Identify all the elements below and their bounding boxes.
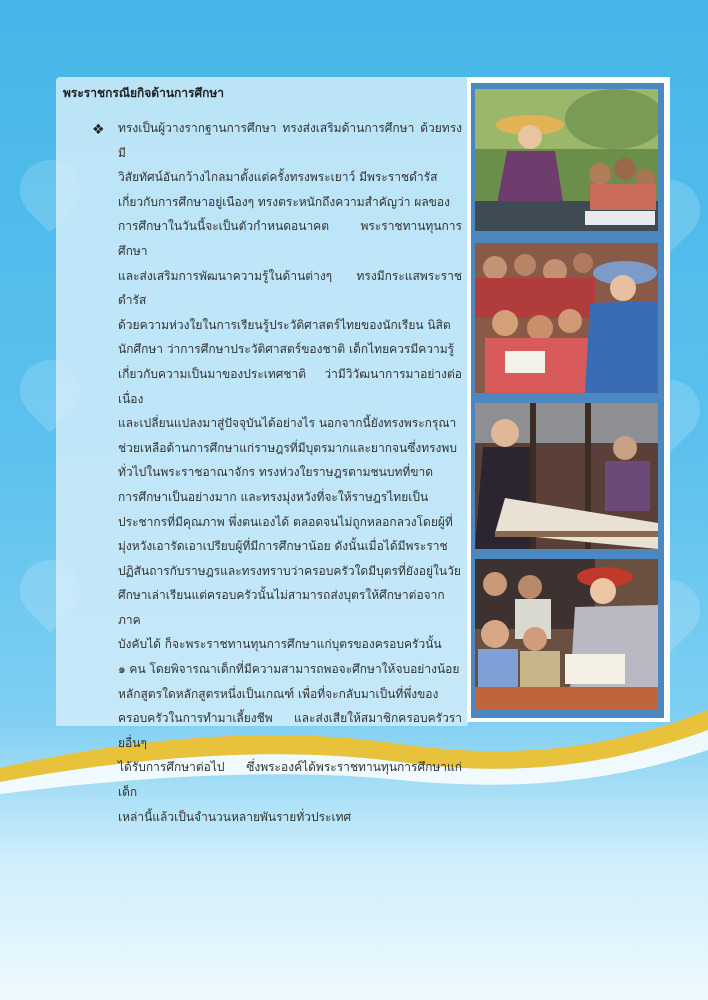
text-line: เหล่านี้แล้วเป็นจำนวนหลายพันรายทั่วประเทศ <box>118 809 352 824</box>
text-line: ด้วยความห่วงใยในการเรียนรู้ประวัติศาสตร์ไทยของนักเรียน นิสิต <box>118 317 451 332</box>
text-line: และเปลี่ยนแปลงมาสู่ปัจจุบันได้อย่างไร นอกจากนี้ยังทรงพระกรุณา <box>118 416 457 431</box>
text-line: ประชากรที่มีคุณภาพ พึ่งตนเองได้ ตลอดจนไม่ถูกหลอกลวงโดยผู้ที่ <box>118 514 453 529</box>
body-paragraph <box>118 116 462 829</box>
text-line: ปฏิสันถารกับราษฎรและทรงทราบว่าครอบครัวใดมีบุตรที่ยังอยู่ในวัย <box>118 563 461 578</box>
photo-royal-visit-4 <box>475 559 658 709</box>
text-line: ศึกษาเล่าเรียนแต่ครอบครัวนั้นไม่สามารถส่งบุตรให้ศึกษาต่อจากภาค <box>118 588 445 627</box>
photo-royal-visit-2 <box>475 243 658 393</box>
text-line: ช่วยเหลือด้านการศึกษาแก่ราษฎรที่มีบุตรมากและยากจนซึ่งทรงพบ <box>118 440 457 455</box>
photo-royal-visit-3 <box>475 403 658 549</box>
text-line: หลักสูตรใดหลักสูตรหนึ่งเป็นเกณฑ์ เพื่อที่จะกลับมาเป็นที่พึ่งของ <box>118 686 439 701</box>
text-line: ครอบครัวในการทำมาเลี้ยงชีพ และส่งเสียให้สมาชิกครอบครัวรายอื่นๆ <box>118 711 462 750</box>
bullet-icon: ❖ <box>92 122 105 138</box>
text-line: การศึกษาในวันนี้จะเป็นตัวกำหนดอนาคต พระราชทานทุนการศึกษา <box>118 219 462 258</box>
text-line: บังคับได้ ก็จะพระราชทานทุนการศึกษาแก่บุตรของครอบครัวนั้น <box>118 637 442 652</box>
text-line: ได้รับการศึกษาต่อไป ซึ่งพระองค์ได้พระราชทานทุนการศึกษาแก่เด็ก <box>118 760 462 800</box>
text-line: การศึกษาเป็นอย่างมาก และทรงมุ่งหวังที่จะให้ราษฎรไทยเป็น <box>118 489 429 504</box>
text-line: ทั่วไปในพระราชอาณาจักร ทรงห่วงใยราษฎรตามชนบทที่ขาด <box>118 465 434 480</box>
text-line: เกี่ยวกับความเป็นมาของประเทศชาติ ว่ามีวิวัฒนาการมาอย่างต่อเนื่อง <box>118 366 462 406</box>
text-line: เกี่ยวกับการศึกษาอยู่เนืองๆ ทรงตระหนักถึงความสำคัญว่า ผลของ <box>118 194 450 209</box>
text-line: และส่งเสริมการพัฒนาความรู้ในด้านต่างๆ ทรงมีกระแสพระราชดำรัส <box>118 268 462 308</box>
text-line: ทรงเป็นผู้วางรากฐานการศึกษา ทรงส่งเสริมด้านการศึกษา ด้วยทรงมี <box>118 121 462 160</box>
text-line: มุ่งหวังเอารัดเอาเปรียบผู้ที่มีการศึกษาน้อย ดังนั้นเมื่อได้มีพระราช <box>118 539 448 554</box>
photo-royal-visit-1 <box>475 89 658 231</box>
text-line: วิสัยทัศน์อันกว้างไกลมาตั้งแต่ครั้งทรงพระเยาว์ มีพระราชดำรัส <box>118 170 438 185</box>
section-heading: พระราชกรณียกิจด้านการศึกษา <box>63 86 225 100</box>
text-line: นักศึกษา ว่าการศึกษาประวัติศาสตร์ของชาติ เด็กไทยควรมีความรู้ <box>118 342 455 357</box>
text-line: ๑ คน โดยพิจารณาเด็กที่มีความสามารถพอจะศึกษาให้จบอย่างน้อย <box>118 662 460 677</box>
